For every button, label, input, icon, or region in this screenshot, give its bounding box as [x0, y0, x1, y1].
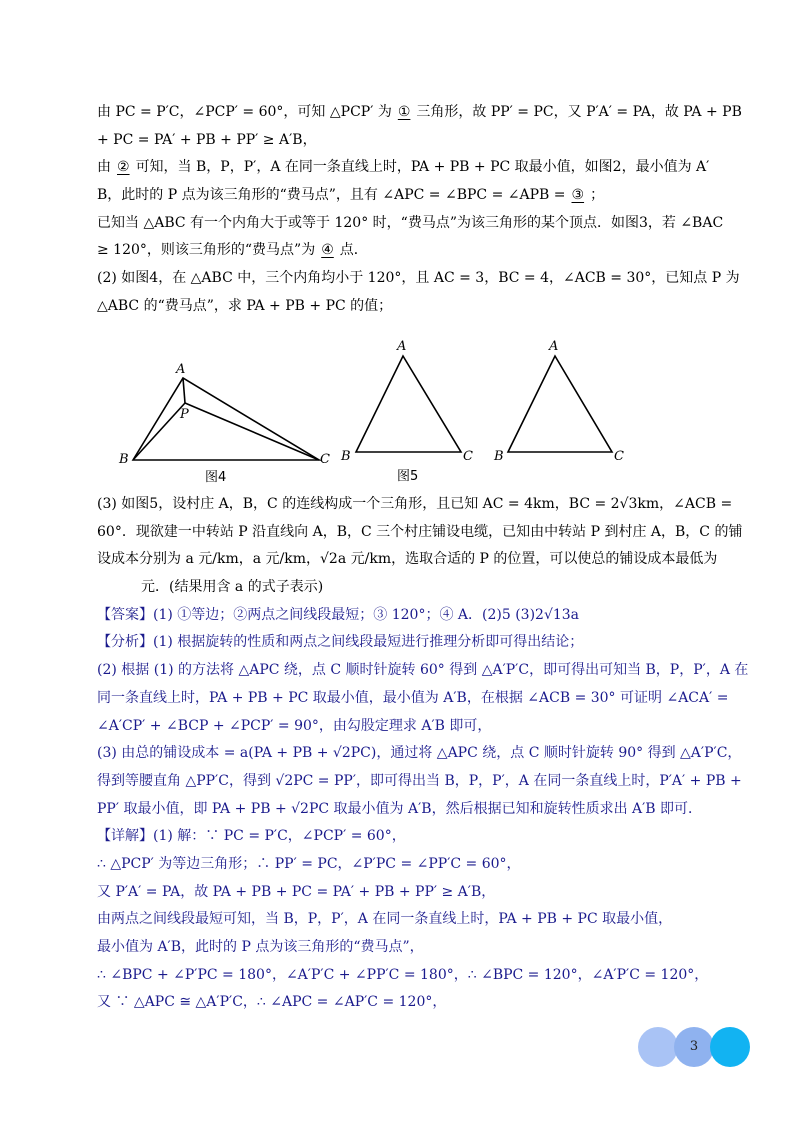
vertex-label-c: C	[614, 449, 624, 464]
text-line: + PC = PA′ + PB + PP′ ≥ A′B，	[97, 131, 317, 148]
vertex-label-c: C	[463, 449, 473, 464]
text-line: △ABC 的“费马点”，求 PA + PB + PC 的值；	[97, 297, 393, 314]
page-content	[97, 102, 742, 324]
analysis-line: 【分析】(1) 根据旋转的性质和两点之间线段最短进行推理分析即可得出结论；	[97, 634, 584, 651]
figure-5-caption: 图5	[397, 469, 419, 484]
text-line	[97, 157, 710, 177]
text-segment: 由	[97, 159, 111, 176]
analysis-line: (2) 根据 (1) 的方法将 △APC 绕，点 C 顺时针旋转 60° 得到 △A′P′C，即可得出可知当 B，P，P′，A 在	[97, 662, 749, 679]
blank-3: ③	[571, 187, 585, 204]
detail-line: 又 ∵ △APC ≅ △A′P′C，∴ ∠APC = ∠AP′C = 120°，	[97, 994, 447, 1011]
text-segment: 点．	[339, 242, 368, 259]
answer-line: 【答案】(1) ①等边；②两点之间线段最短；③ 120°；④ A．(2)5 (3)2√13a	[97, 606, 580, 623]
analysis-line: 同一条直线上时，PA + PB + PC 取最小值，最小值为 A′B，在根据 ∠ACB = 30° 可证明 ∠ACA′ =	[97, 689, 729, 706]
vertex-label-b: B	[119, 452, 129, 467]
analysis-line: (3) 由总的铺设成本 = a(PA + PB + √2PC)，通过将 △APC 绕，点 C 顺时针旋转 90° 得到 △A′P′C，	[97, 745, 742, 762]
vertex-label-b: B	[494, 449, 504, 464]
text-segment: 可知，当 B，P，P′，A 在同一条直线上时，PA + PB + PC 取最小值，如图2，最小值为 A′	[135, 159, 710, 176]
vertex-label-p: P	[180, 407, 189, 422]
text-segment: 元．(结果用含 a 的式子表示)	[141, 579, 324, 596]
page-number: 3	[689, 1039, 699, 1054]
detail-line: ∴ ∠BPC + ∠P′PC = 180°，∠A′P′C + ∠PP′C = 180°，∴ ∠BPC = 120°，∠A′P′C = 120°，	[97, 966, 709, 983]
text-segment: 三角形，故 PP′ = PC，又 P′A′ = PA，故 PA + PB	[416, 104, 742, 120]
detail-line: 【详解】(1) 解：∵ PC = P′C，∠PCP′ = 60°，	[97, 828, 406, 845]
decor-circle-left	[638, 1027, 678, 1067]
figure-4-caption: 图4	[205, 470, 227, 485]
analysis-line: 得到等腰直角 △PP′C，得到 √2PC = PP′，即可得出当 B，P，P′，A 在同一条直线上时，P′A′ + PB +	[97, 772, 742, 789]
figure-6	[493, 339, 624, 464]
text-line: (2) 如图4，在 △ABC 中，三个内角均小于 120°，且 AC = 3，BC = 4，∠ACB = 30°，已知点 P 为	[97, 270, 740, 287]
detail-line: 最小值为 A′B，此时的 P 点为该三角形的“费马点”，	[97, 939, 424, 955]
triangle-abc-fig5	[356, 356, 461, 452]
figure-5	[340, 339, 473, 484]
detail-line: 由两点之间线段最短可知，当 B，P，P′，A 在同一条直线上时，PA + PB + PC 取最小值，	[97, 911, 673, 928]
text-segment: 由 PC = P′C，∠PCP′ = 60°，可知 △PCP′ 为	[97, 104, 392, 120]
blank-4: ④	[321, 242, 334, 259]
analysis-line: ∠A′CP′ + ∠BCP + ∠PCP′ = 90°，由勾股定理求 A′B 即可，	[97, 717, 492, 734]
blank-1: ①	[397, 104, 411, 120]
vertex-label-b: B	[341, 449, 351, 464]
decor-circle-right	[710, 1027, 750, 1067]
text-line: 已知当 △ABC 有一个内角大于或等于 120° 时，“费马点”为该三角形的某个顶点．如图3，若 ∠BAC	[97, 214, 724, 231]
segment-pb	[133, 403, 185, 460]
text-segment: ；	[590, 187, 605, 204]
text-line: (3) 如图5，设村庄 A，B，C 的连线构成一个三角形，且已知 AC = 4km，BC = 2√3km，∠ACB =	[97, 496, 733, 512]
detail-line: ∴ △PCP′ 为等边三角形；∴ PP′ = PC，∠P′PC = ∠PP′C = 60°，	[97, 855, 521, 872]
page-content-lower	[97, 494, 749, 1020]
text-line: 设成本分别为 a 元/km，a 元/km，√2a 元/km，选取合适的 P 的位置，可以使总的铺设成本最低为	[97, 551, 718, 568]
vertex-label-c: C	[320, 452, 330, 467]
text-segment: B，此时的 P 点为该三角形的“费马点”，且有 ∠APC = ∠BPC = ∠APB =	[97, 187, 566, 204]
text-line	[97, 102, 742, 122]
vertex-label-a: A	[176, 362, 186, 377]
segment-pc	[185, 403, 319, 460]
text-line	[97, 185, 701, 205]
detail-line: 又 P′A′ = PA，故 PA + PB + PC = PA′ + PB + PP′ ≥ A′B，	[97, 883, 496, 900]
text-line	[97, 240, 701, 260]
figure-4	[118, 362, 330, 485]
text-segment: ≥ 120°，则该三角形的“费马点”为	[97, 242, 316, 259]
vertex-label-a: A	[549, 339, 559, 354]
page-footer	[638, 1027, 750, 1067]
blank-2: ②	[117, 159, 130, 176]
segment-pa	[183, 378, 185, 403]
vertex-label-a: A	[397, 339, 407, 354]
analysis-line: PP′ 取最小值，即 PA + PB + √2PC 取最小值为 A′B，然后根据已知和旋转性质求出 A′B 即可．	[97, 800, 703, 817]
figures	[97, 330, 701, 490]
triangle-abc-fig6	[508, 356, 612, 452]
text-line: 60°．现欲建一中转站 P 沿直线向 A，B，C 三个村庄铺设电缆，已知由中转站 P 到村庄 A，B，C 的铺	[97, 523, 743, 540]
text-line	[97, 577, 701, 597]
geometry-figures	[97, 330, 701, 490]
